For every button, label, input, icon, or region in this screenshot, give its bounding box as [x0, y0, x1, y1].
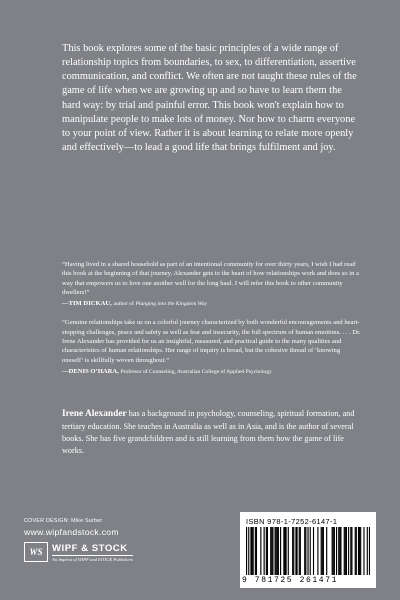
barcode-bar — [336, 527, 337, 575]
barcode-bar — [283, 527, 284, 575]
barcode-bar — [305, 527, 306, 575]
barcode-bar — [264, 527, 265, 575]
isbn-barcode — [240, 512, 376, 588]
barcode-bar — [304, 527, 305, 575]
barcode-bar — [293, 527, 294, 575]
barcode-bar — [270, 527, 271, 575]
quote-text: “Having lived in a shared household as part of an intentional community for over thirty years, I wish I had read this book at the beginning of that journey. Alexander gets to the heart of how relationships work and does so in a way that empowers us to love one another well for the long haul. I will refer this book to other community dwellers!” — [62, 261, 359, 297]
barcode-bar — [296, 527, 297, 575]
endorser-book: Plunging into the Kingdom Way — [135, 301, 208, 308]
barcode-bar — [255, 527, 256, 575]
barcode-bar — [248, 527, 249, 575]
barcode-bar — [266, 527, 267, 575]
barcode-bar — [256, 527, 257, 575]
barcode-bar — [275, 527, 276, 575]
barcode-bar — [295, 527, 296, 575]
publisher-website: www.wipfandstock.com — [24, 527, 119, 537]
barcode-bar — [321, 527, 322, 575]
endorsement-quote — [62, 318, 362, 377]
barcode-bar — [367, 527, 368, 575]
barcode-bar — [260, 527, 261, 575]
author-bio — [62, 408, 362, 456]
barcode-bar — [272, 527, 273, 575]
barcode-bar — [333, 527, 334, 575]
publisher-imprint: An Imprint of WIPF and STOCK Publishers — [52, 556, 134, 562]
barcode-bar — [276, 527, 277, 575]
publisher-logo-block — [24, 542, 224, 562]
barcode-bar — [344, 527, 345, 575]
barcode-bar — [253, 527, 254, 575]
barcode-bar — [250, 527, 251, 575]
barcode-bar — [280, 527, 281, 575]
barcode-bar — [351, 527, 352, 575]
barcode-bar — [346, 527, 347, 575]
barcode-bar — [334, 527, 335, 575]
quote-attribution — [62, 299, 362, 309]
barcode-digits: 9 781725 261471 — [242, 576, 339, 585]
barcode-bar — [338, 527, 339, 575]
bio-text: has a background in psychology, counseling, spiritual formation, and tertiary education. She teaches in Australia as well as in Asia, and is the author of several books. She has five grandchildren and is still learning from them how the game of life works. — [62, 409, 355, 455]
publisher-credits — [24, 518, 224, 562]
barcode-bar — [322, 527, 323, 575]
barcode-bar — [317, 527, 318, 575]
endorsements — [62, 260, 362, 386]
barcode-bar — [340, 527, 341, 575]
endorser-name: —TIM DICKAU, — [62, 300, 112, 308]
endorsement-quote — [62, 260, 362, 309]
barcode-bar — [271, 527, 272, 575]
barcode-bar — [307, 527, 308, 575]
barcode-bar — [299, 527, 300, 575]
barcode-bar — [358, 527, 359, 575]
barcode-bar — [326, 527, 327, 575]
barcode-bar — [267, 527, 268, 575]
author-name: Irene Alexander — [62, 409, 127, 419]
barcode-bar — [345, 527, 346, 575]
barcode-bar — [360, 527, 361, 575]
barcode-bar — [292, 527, 293, 575]
barcode-bar — [356, 527, 357, 575]
barcode-bar — [310, 527, 311, 575]
barcode-bar — [288, 527, 289, 575]
barcode-bar — [348, 527, 349, 575]
barcode-bar — [284, 527, 285, 575]
barcode-bar — [300, 527, 301, 575]
publisher-logo-icon: WS — [24, 542, 48, 562]
quote-text: “Genuine relationships take us on a colorful journey characterized by both wonderful encouragements and heart-stopping challenges, peace and safety as well as fear and insecurity, the full spectrum of human emotions. . . . Dr. Irene Alexander has provided for us an insightful, measured, and practical guide to the many qualities and characteristics of human relationships. Her range of inquiry is broad, but the cohesive thread of ‘knowing oneself’ is skillfully woven throughout.” — [62, 319, 361, 364]
barcode-bar — [350, 527, 351, 575]
barcode-bar — [277, 527, 278, 575]
barcode-bar — [286, 527, 287, 575]
endorser-title: Professor of Counseling, Australian College of Applied Psychology — [120, 369, 272, 376]
barcode-bars — [246, 527, 370, 575]
endorser-name: —DENIS O’HARA, — [62, 368, 119, 376]
endorser-title: author of — [113, 301, 134, 308]
publisher-text — [52, 543, 133, 562]
book-description — [62, 42, 362, 155]
barcode-bar — [363, 527, 364, 575]
barcode-bar — [355, 527, 356, 575]
barcode-bar — [339, 527, 340, 575]
isbn-label: ISBN 978-1-7252-6147-1 — [246, 517, 338, 526]
barcode-bar — [323, 527, 324, 575]
barcode-bar — [246, 527, 247, 575]
publisher-name: WIPF & STOCK — [52, 542, 128, 554]
barcode-bar — [369, 527, 370, 575]
barcode-bar — [332, 527, 333, 575]
bio-paragraph — [62, 408, 362, 456]
cover-design-credit: COVER DESIGN: Mike Surber — [24, 518, 103, 524]
barcode-bar — [251, 527, 252, 575]
barcode-bar — [313, 527, 314, 575]
barcode-bar — [278, 527, 279, 575]
barcode-bar — [359, 527, 360, 575]
quote-attribution — [62, 367, 362, 377]
description-text: This book explores some of the basic principles of a wide range of relationship topics from boundaries, to sex, to differentiation, assertive communication, and conflict. We often are not taught these rules of the game of life when we are growing up and so have to learn them the hard way: by trial and painful error. This book won't explain how to manipulate people to make lots of money. Nor how to charm everyone to your point of view. Rather it is about learning to relate more openly and effectively—to lead a good life that brings fulfilment and joy. — [62, 43, 357, 153]
